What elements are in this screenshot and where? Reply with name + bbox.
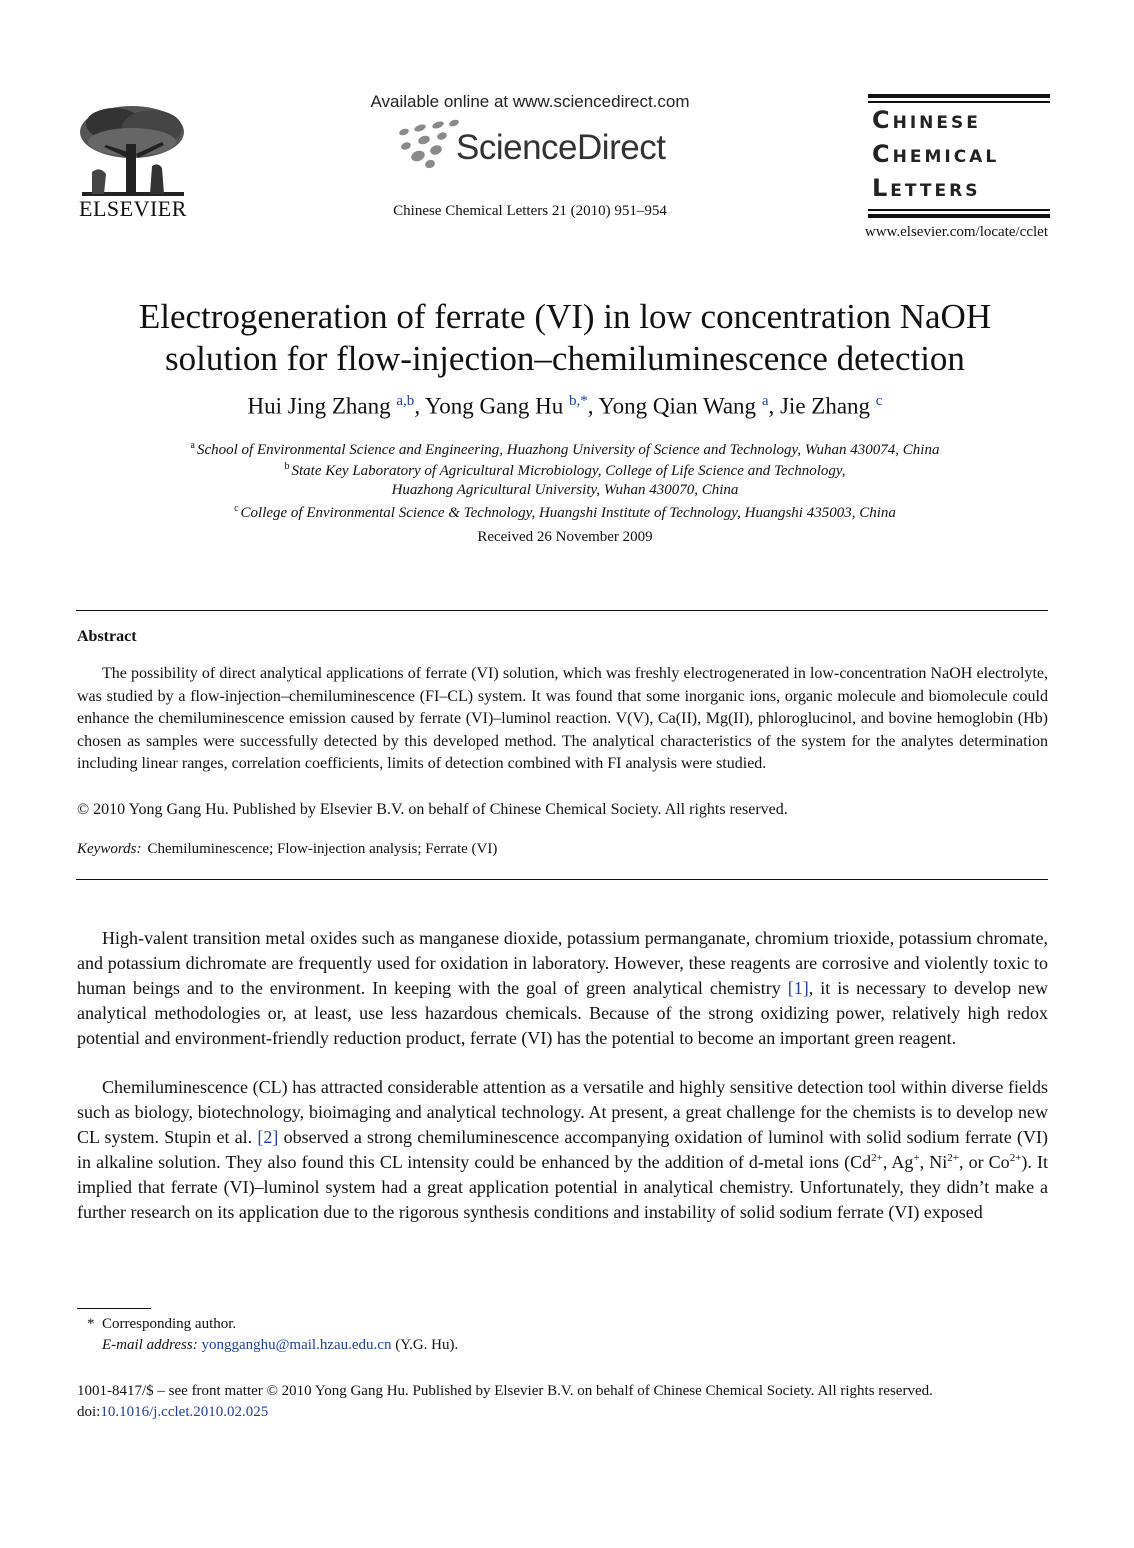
doi-line: [77, 1404, 268, 1421]
body-text: ). It implied that ferrate (VI)–luminol system had a great application potential in analytical chemistry. Unfortunately, they didn’t make a further research on its application due to the rigorous synthesis conditions and instability of solid sodium ferrate (VI) exposed: [77, 1151, 1048, 1222]
body-text: observed a strong chemiluminescence accompanying oxidation of luminol with solid sodium ferrate (VI) in alkaline solution. They also found this CL intensity could be enhanced by the addition of d-metal ions (Cd: [77, 1126, 1048, 1172]
doi-label: doi:: [77, 1404, 101, 1420]
affiliation-text: Huazhong Agricultural University, Wuhan 430070, China: [391, 482, 739, 498]
author-affiliation-mark[interactable]: c: [875, 393, 883, 409]
corresponding-author-note: [87, 1316, 236, 1333]
available-online-text: Available online at www.sciencedirect.com: [370, 92, 690, 111]
body-text: High-valent transition metal oxides such as manganese dioxide, potassium permanganate, chromium trioxide, potassium chromate, and potassium dichromate are frequently used for oxidation in laboratory. However, these reagents are corrosive and violently toxic to human beings and to the environment. In keeping with the goal of green analytical chemistry: [77, 928, 1048, 998]
abstract-text: The possibility of direct analytical applications of ferrate (VI) solution, which was freshly electrogenerated in low-concentration NaOH electrolyte, was studied by a flow-injection–chemiluminescence (FI–CL) system. It was found that some inorganic ions, organic molecule and biomolecule could enhance the chemiluminescence emission caused by ferrate (VI)–luminol reaction. V(V), Ca(II), Mg(II), phloroglucinol, and bovine hemoglobin (Hb) chosen as samples were successfully detected by this developed method. The analytical characteristics of the system for the analytes determination including linear ranges, correlation coefficients, limits of detection combined with FI analysis were studied.: [77, 665, 1048, 773]
affiliation: [80, 440, 1050, 459]
body-paragraph-1: [77, 926, 1048, 1051]
received-date: Received 26 November 2009: [477, 529, 653, 545]
email-label: E-mail address:: [102, 1337, 198, 1353]
keywords-list: Chemiluminescence; Flow-injection analysis; Ferrate (VI): [147, 841, 498, 857]
affiliation-text: State Key Laboratory of Agricultural Microbiology, College of Life Science and Technology,: [291, 463, 846, 479]
author-name: Hui Jing Zhang: [247, 393, 391, 419]
body-text: , Ni: [919, 1151, 948, 1172]
journal-logo-line-1: Chinese: [872, 106, 981, 134]
superscript: 2+: [1009, 1151, 1022, 1164]
footnote-text: Corresponding author.: [102, 1316, 237, 1332]
author-affiliation-mark[interactable]: a,b: [396, 393, 415, 409]
doi-link[interactable]: 10.1016/j.cclet.2010.02.025: [100, 1404, 269, 1420]
affiliation-text: School of Environmental Science and Engineering, Huazhong University of Science and Technology, Wuhan 430074, China: [196, 442, 940, 458]
footnote-rule: [77, 1308, 151, 1309]
footnote-mark: *: [87, 1316, 95, 1332]
keywords: [77, 841, 497, 858]
divider: [76, 879, 1048, 880]
affiliation-mark: b: [284, 461, 290, 472]
email-suffix: (Y.G. Hu).: [395, 1337, 459, 1353]
journal-reference: Chinese Chemical Letters 21 (2010) 951–954: [393, 203, 667, 219]
author-name: Yong Qian Wang: [598, 393, 757, 419]
author-name: Jie Zhang: [779, 393, 871, 419]
body-text: , or Co: [958, 1151, 1010, 1172]
body-text: , Ag: [882, 1151, 914, 1172]
affiliation-text: College of Environmental Science & Technology, Huangshi Institute of Technology, Huangshi 435003, China: [240, 505, 896, 521]
abstract-heading: Abstract: [77, 628, 137, 645]
author-affiliation-mark[interactable]: a: [761, 393, 769, 409]
author-list: Hui Jing Zhang $^{a,b}$, Yong Gang Hu $^{b,*}$, Yong Qian Wang $^a$, Jie Zhang $^c$: [247, 393, 883, 419]
affiliation: [80, 503, 1050, 522]
title-line-1: Electrogeneration of ferrate (VI) in low concentration NaOH: [138, 297, 992, 336]
affiliation: [80, 461, 1050, 480]
article-title: [80, 296, 1050, 380]
journal-logo: [868, 92, 1050, 222]
affiliation-mark: a: [190, 440, 195, 451]
divider: [76, 610, 1048, 611]
abstract-copyright: © 2010 Yong Gang Hu. Published by Elsevier B.V. on behalf of Chinese Chemical Society. All rights reserved.: [77, 801, 788, 818]
author-name: Yong Gang Hu: [424, 393, 564, 419]
sciencedirect-brand: ScienceDirect: [456, 128, 666, 167]
publisher-name: ELSEVIER: [79, 196, 187, 221]
title-line-2: solution for flow-injection–chemiluminescence detection: [165, 339, 965, 378]
front-matter-line: 1001-8417/$ – see front matter © 2010 Yong Gang Hu. Published by Elsevier B.V. on behalf of Chinese Chemical Society. All rights reserved.: [77, 1383, 933, 1399]
citation-link[interactable]: [1]: [787, 977, 809, 998]
journal-logo-line-3: Letters: [872, 174, 981, 202]
citation-link[interactable]: [2]: [257, 1126, 279, 1147]
journal-url[interactable]: www.elsevier.com/locate/cclet: [864, 224, 1048, 240]
body-text: , it is necessary to develop new analytical methodologies or, at least, use less hazardous chemicals. Because of the strong oxidizing power, relatively high redox potential and environment-friendly reduction product, ferrate (VI) has the potential to become an important green reagent.: [77, 977, 1049, 1048]
journal-logo-line-2: Chemical: [872, 140, 1000, 168]
body-paragraph-2: [77, 1075, 1048, 1224]
superscript: 2+: [871, 1151, 883, 1164]
keywords-label: Keywords:: [77, 841, 142, 857]
affiliation: [80, 482, 1050, 499]
superscript: +: [913, 1151, 920, 1164]
email-link[interactable]: yongganghu@mail.hzau.edu.cn: [201, 1337, 392, 1353]
author-affiliation-mark[interactable]: b,*: [568, 393, 588, 409]
email-note: [102, 1337, 458, 1354]
body-text: Chemiluminescence (CL) has attracted considerable attention as a versatile and highly sensitive detection tool within diverse fields such as biology, biotechnology, bioimaging and analytical technology. At present, a great challenge for the chemists is to develop new CL system. Stupin et al.: [77, 1077, 1048, 1147]
affiliation-mark: c: [234, 503, 239, 514]
superscript: 2+: [947, 1151, 959, 1164]
